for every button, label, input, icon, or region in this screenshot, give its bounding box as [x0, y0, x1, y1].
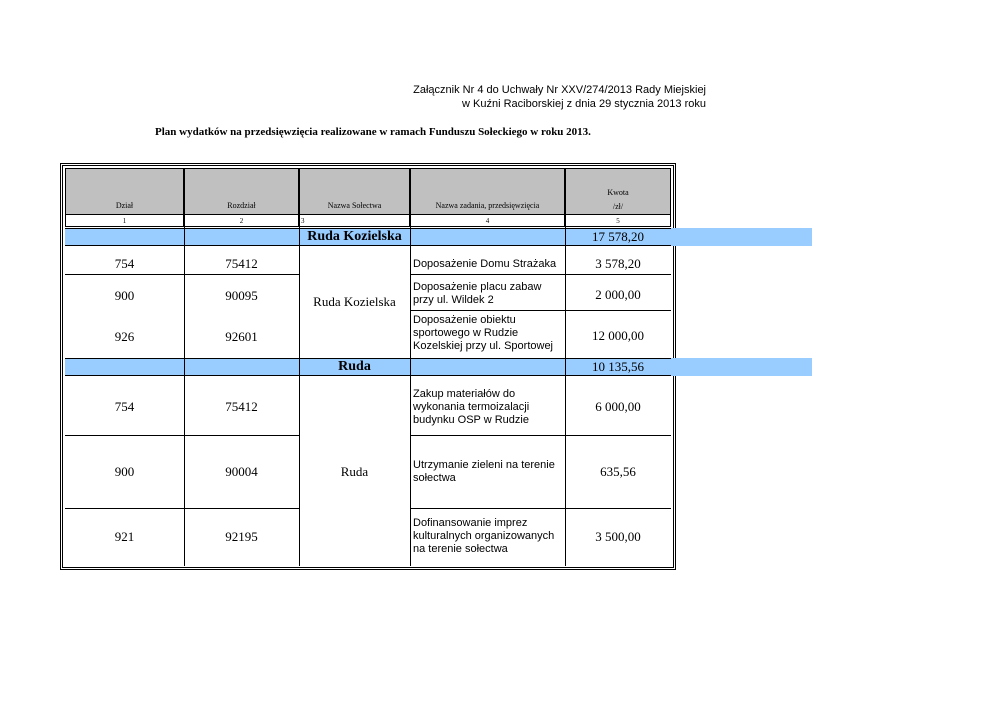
column-divider [299, 227, 300, 566]
row-dzial: 900 [114, 288, 135, 303]
plan-title: Plan wydatków na przedsięwzięcia realizowane w ramach Funduszu Sołeckiego w roku 2013. [155, 126, 591, 138]
row-divider [410, 435, 671, 436]
column-header-kwota-unit: /zł/ [612, 202, 624, 211]
group-band-ruda-kozielska [62, 228, 812, 246]
column-number-2: 2 [184, 214, 299, 227]
solectwo-name: Ruda Kozielska [313, 294, 396, 309]
column-header-rozdzial-label: Rozdział [227, 201, 256, 210]
column-divider [184, 227, 185, 566]
column-header-dzial [65, 168, 184, 215]
row-dzial: 921 [114, 529, 135, 544]
row-amount: 3 578,20 [595, 256, 641, 271]
row-task: Utrzymanie zieleni na terenie sołectwa [413, 459, 555, 484]
group-name: Ruda [338, 359, 371, 374]
row-task: Zakup materiałów do wykonania termoizalacji budynku OSP w Rudzie [413, 388, 530, 426]
row-divider [65, 435, 299, 436]
group-band-ruda [62, 358, 812, 376]
row-divider [65, 274, 299, 275]
column-header-zadanie [410, 168, 565, 215]
column-number-1: 1 [65, 214, 184, 227]
column-divider [565, 227, 566, 566]
row-rozdzial: 90095 [225, 288, 258, 303]
row-rozdzial: 90004 [225, 464, 258, 479]
row-task: Doposażenie Domu Strażaka [413, 258, 557, 270]
group-band-bg [65, 358, 812, 376]
row-rozdzial: 75412 [225, 399, 258, 414]
column-header-kwota-label: Kwota [607, 188, 629, 197]
row-divider [65, 508, 299, 509]
column-divider [410, 228, 411, 246]
group-name: Ruda Kozielska [307, 229, 402, 244]
row-divider [410, 310, 671, 311]
row-amount: 6 000,00 [595, 399, 641, 414]
row-task: Dofinansowanie imprez kulturalnych organizowanych na terenie sołectwa [413, 517, 555, 555]
column-header-rozdzial [184, 168, 299, 215]
column-header-solectwo-label: Nazwa Sołectwa [327, 201, 382, 210]
group-total: 10 135,56 [592, 359, 644, 374]
row-amount: 635,56 [600, 464, 636, 479]
column-number-4: 4 [410, 214, 565, 227]
row-dzial: 754 [114, 399, 135, 414]
column-divider [184, 358, 185, 376]
column-number-5: 5 [565, 214, 671, 227]
column-number-3: 3 [299, 214, 410, 227]
row-amount: 3 500,00 [595, 529, 641, 544]
row-divider [410, 508, 671, 509]
solectwo-name: Ruda [340, 464, 369, 479]
column-header-dzial-label: Dział [115, 201, 134, 210]
row-task: Doposażenie obiektu sportowego w Rudzie Kozelskiej przy ul. Sportowej [413, 314, 554, 352]
row-task: Doposażenie placu zabaw przy ul. Wildek 2 [413, 281, 542, 306]
column-header-solectwo [299, 168, 410, 215]
row-amount: 2 000,00 [595, 287, 641, 302]
header-line-2: w Kuźni Raciborskiej z dnia 29 stycznia 2013 roku [462, 98, 706, 110]
row-dzial: 926 [114, 329, 135, 344]
column-divider [410, 227, 411, 566]
row-dzial: 900 [114, 464, 135, 479]
group-total: 17 578,20 [592, 229, 644, 244]
row-rozdzial: 92601 [225, 329, 258, 344]
column-divider [410, 358, 411, 376]
column-divider [184, 228, 185, 246]
row-rozdzial: 92195 [225, 529, 258, 544]
row-rozdzial: 75412 [225, 256, 258, 271]
header-line-1: Załącznik Nr 4 do Uchwały Nr XXV/274/2013 Rady Miejskiej [413, 84, 706, 96]
row-divider [410, 274, 671, 275]
row-amount: 12 000,00 [592, 328, 644, 343]
column-header-zadanie-label: Nazwa zadania, przedsięwzięcia [435, 201, 540, 210]
row-dzial: 754 [114, 256, 135, 271]
column-header-kwota [565, 168, 671, 215]
group-band-bg [65, 228, 812, 246]
